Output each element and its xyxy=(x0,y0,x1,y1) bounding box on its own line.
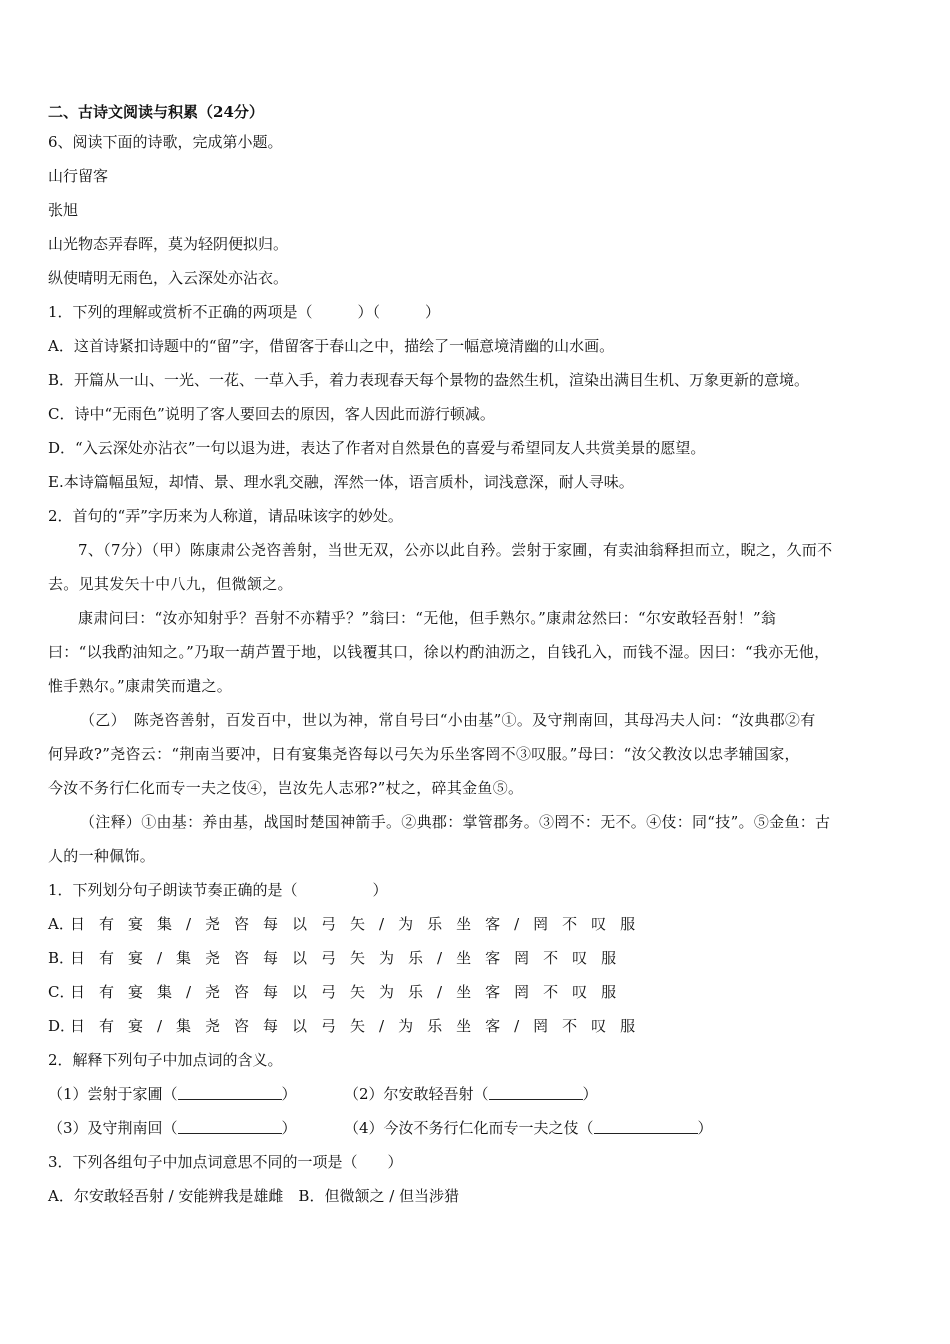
q7-sub1-option-c xyxy=(48,975,910,1009)
q7-sub2-stem: 2．解释下列句子中加点词的含义。 xyxy=(48,1051,283,1069)
q6-sub1-option-b: B．开篇从一山、一光、一花、一草入手，着力表现春天每个景物的盎然生机，渲染出满目生机、万象更新的意境。 xyxy=(48,371,810,389)
option-text: 日有宴/集尧咨每以弓矢为乐/坐客罔不叹服 xyxy=(70,949,631,967)
q6-intro: 6、阅读下面的诗歌，完成第小题。 xyxy=(48,133,283,151)
q7-sub2-row-1 xyxy=(48,1077,910,1111)
answer-blank[interactable] xyxy=(489,1085,583,1100)
poem-line-1: 山光物态弄春晖，莫为轻阴便拟归。 xyxy=(48,235,289,253)
close-paren: ） xyxy=(697,1119,713,1137)
poem-title: 山行留客 xyxy=(48,167,109,185)
q6-sub1-option-c: C．诗中“无雨色”说明了客人要回去的原因，客人因此而游行顿减。 xyxy=(48,405,495,423)
q7-sub2-item-4 xyxy=(344,1111,713,1145)
q7-jia-line-1: 7、（7分）（甲）陈康肃公尧咨善射，当世无双，公亦以此自矜。尝射于家圃，有卖油翁释担而立，睨之，久而不 xyxy=(78,541,833,559)
q7-sub2-item-1 xyxy=(48,1085,297,1103)
close-paren: ） xyxy=(281,1085,297,1103)
option-text: 日有宴集/尧咨每以弓矢为乐/坐客罔不叹服 xyxy=(70,983,631,1001)
q7-yi-line-1: （乙） 陈尧咨善射，百发百中，世以为神，常自号曰“小由基”①。及守荆南回，其母冯夫人问：“汝典郡②有 xyxy=(80,711,816,729)
poem-author: 张旭 xyxy=(48,201,79,219)
option-text: 日有宴集/尧咨每以弓矢/为乐坐客/罔不叹服 xyxy=(70,915,650,933)
q7-notes-line-2: 人的一种佩饰。 xyxy=(48,847,156,865)
answer-blank[interactable] xyxy=(178,1119,282,1134)
close-paren: ） xyxy=(582,1085,598,1103)
q7-jia-p2-line-2: 曰：“以我酌油知之。”乃取一葫芦置于地，以钱覆其口，徐以杓酌油沥之，自钱孔入，而钱不湿。因曰：“我亦无他， xyxy=(48,643,830,661)
q6-sub1-option-e: E.本诗篇幅虽短，却情、景、理水乳交融，浑然一体，语言质朴，词浅意深，耐人寻味。 xyxy=(48,473,634,491)
item-text: （3）及守荆南回（ xyxy=(48,1119,178,1137)
q6-sub1-option-d: D．“入云深处亦沾衣”一句以退为进，表达了作者对自然景色的喜爱与希望同友人共赏美景的愿望。 xyxy=(48,439,706,457)
q7-sub3-options-ab: A．尔安敢轻吾射 / 安能辨我是雄雌 B．但微颔之 / 但当涉猎 xyxy=(48,1187,460,1205)
q7-sub1-option-a xyxy=(48,907,910,941)
close-paren: ） xyxy=(281,1119,297,1137)
q7-sub2-item-3 xyxy=(48,1119,297,1137)
q7-jia-p2-line-3: 惟手熟尔。”康肃笑而遣之。 xyxy=(48,677,233,695)
q6-sub2: 2．首句的“弄”字历来为人称道，请品味该字的妙处。 xyxy=(48,507,403,525)
answer-blank[interactable] xyxy=(178,1085,282,1100)
section-title: 二、古诗文阅读与积累（24分） xyxy=(48,103,264,121)
option-label: A． xyxy=(48,915,74,933)
q7-sub1-option-d xyxy=(48,1009,910,1043)
q6-sub1-option-a: A．这首诗紧扣诗题中的“留”字，借留客于春山之中，描绘了一幅意境清幽的山水画。 xyxy=(48,337,615,355)
q7-sub2-item-2 xyxy=(344,1077,598,1111)
document-page xyxy=(48,101,910,1213)
option-label: C． xyxy=(48,983,75,1001)
q6-sub1-stem: 1．下列的理解或赏析不正确的两项是（ ）（ ） xyxy=(48,303,441,321)
q7-yi-line-2: 何异政?”尧咨云：“荆南当要冲，日有宴集尧咨每以弓矢为乐坐客罔不③叹服。”母曰：“汝父教汝以忠孝辅国家， xyxy=(48,745,800,763)
q7-sub1-stem: 1．下列划分句子朗读节奏正确的是（ ） xyxy=(48,881,388,899)
poem-line-2: 纵使晴明无雨色，入云深处亦沾衣。 xyxy=(48,269,289,287)
item-text: （1）尝射于家圃（ xyxy=(48,1085,178,1103)
answer-blank[interactable] xyxy=(594,1119,698,1134)
q7-jia-p2-line-1: 康肃问曰：“汝亦知射乎？吾射不亦精乎？”翁曰：“无他，但手熟尔。”康肃忿然曰：“尔安敢轻吾射！”翁 xyxy=(78,609,777,627)
option-label: B． xyxy=(48,949,75,967)
q7-sub1-option-b xyxy=(48,941,910,975)
q7-sub2-row-2 xyxy=(48,1111,910,1145)
q7-jia-line-2: 去。见其发矢十中八九，但微颔之。 xyxy=(48,575,293,593)
q7-notes-line-1: （注释）①由基：养由基，战国时楚国神箭手。②典郡：掌管郡务。③罔不：无不。④伎：同“技”。⑤金鱼：古 xyxy=(80,813,831,831)
option-label: D． xyxy=(48,1017,76,1035)
option-text: 日有宴/集尧咨每以弓矢/为乐坐客/罔不叹服 xyxy=(70,1017,650,1035)
q7-yi-line-3: 今汝不务行仁化而专一夫之伎④，岂汝先人志邪?”杖之，碎其金鱼⑤。 xyxy=(48,779,524,797)
q7-sub3-stem: 3．下列各组句子中加点词意思不同的一项是（ ） xyxy=(48,1153,403,1171)
item-text: （2）尔安敢轻吾射（ xyxy=(344,1085,489,1103)
item-text: （4）今汝不务行仁化而专一夫之伎（ xyxy=(344,1119,594,1137)
